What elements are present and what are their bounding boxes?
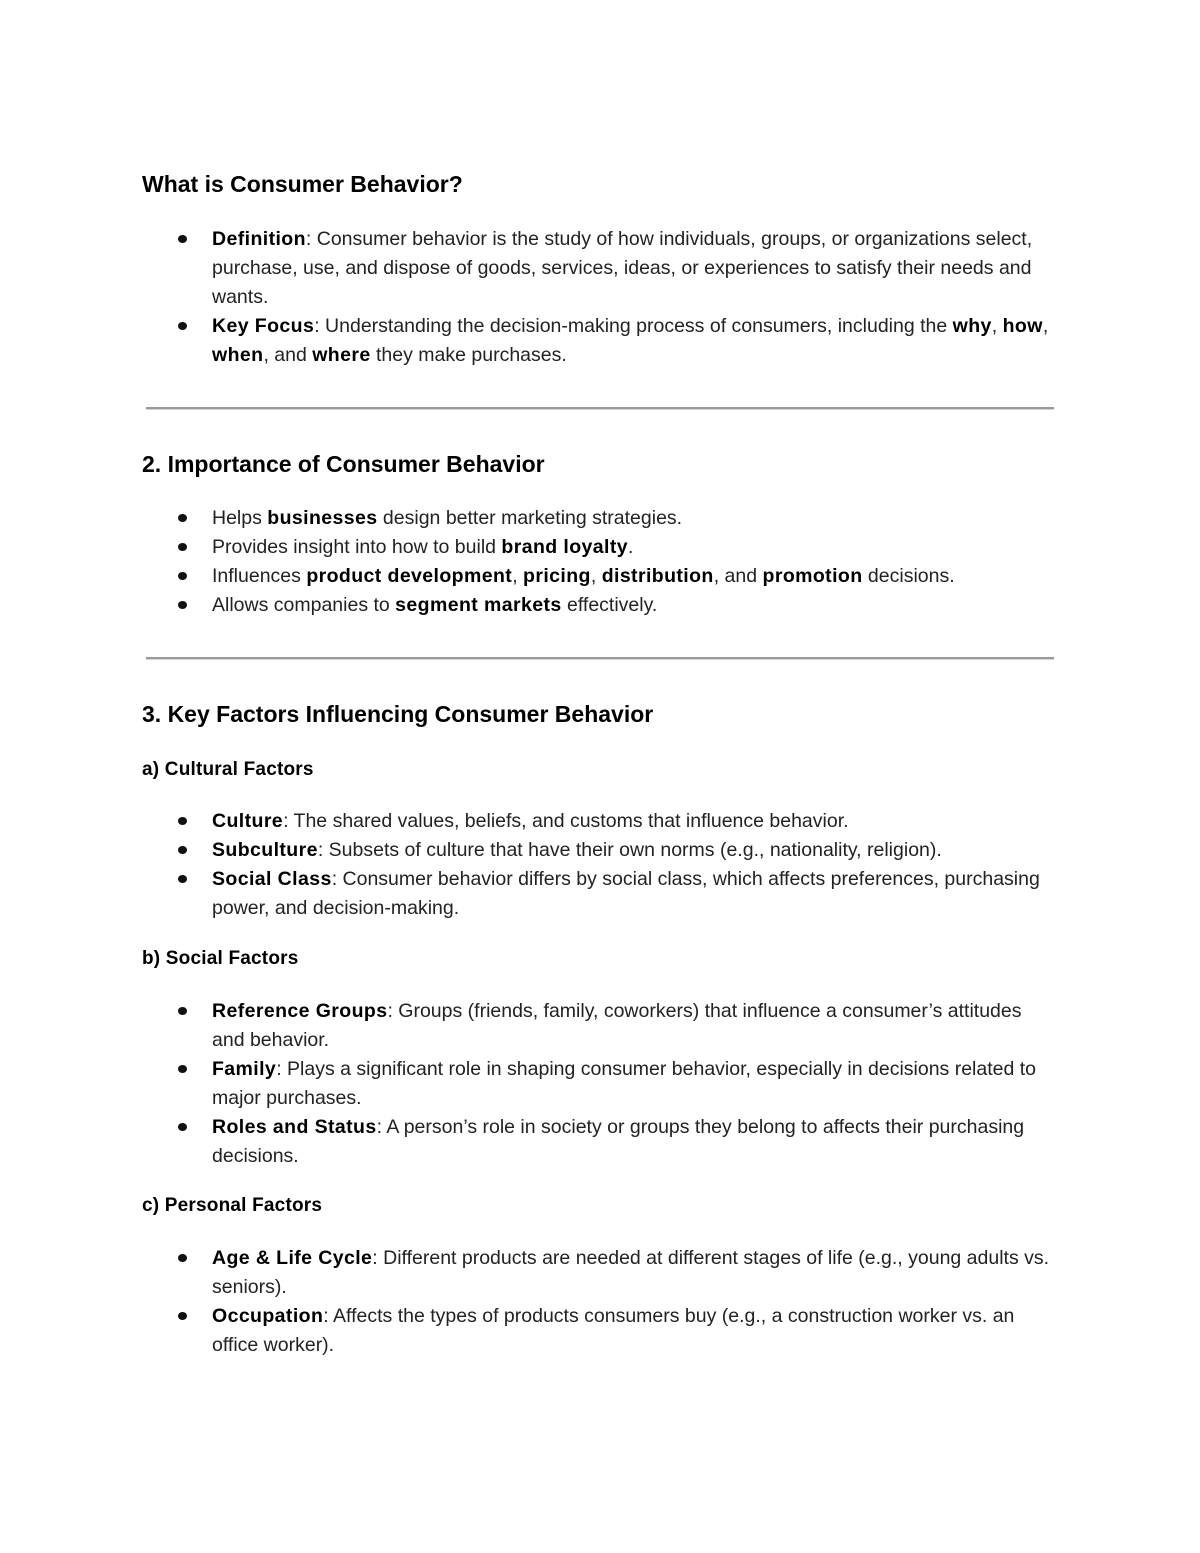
list-item-roles-status xyxy=(0,1113,1052,1171)
bullet-icon xyxy=(178,322,187,330)
list-item-subculture xyxy=(0,836,1052,865)
emphasis-where: where xyxy=(312,344,371,366)
age-life-cycle-text: : Different products are needed at different stages of life (e.g., young adults vs. seniors). xyxy=(212,1247,1050,1298)
bullet-icon xyxy=(178,875,187,883)
text-fragment: . xyxy=(627,536,634,558)
emphasis-businesses: businesses xyxy=(267,507,378,529)
text-fragment: Helps xyxy=(212,507,268,529)
term-subculture: Subculture xyxy=(212,839,318,861)
text-fragment: , xyxy=(1042,315,1049,337)
section-1-list xyxy=(0,225,1052,370)
term-social-class: Social Class xyxy=(212,868,332,890)
term-culture: Culture xyxy=(212,810,284,832)
subsection-personal-title: c) Personal Factors xyxy=(142,1195,323,1216)
section-2-list xyxy=(0,504,1052,620)
emphasis-pricing: pricing xyxy=(523,565,591,587)
family-text: : Plays a significant role in shaping consumer behavior, especially in decisions related to major purchases. xyxy=(212,1058,1037,1109)
cultural-factors-list xyxy=(0,807,1052,923)
term-age-life-cycle: Age & Life Cycle xyxy=(212,1247,373,1269)
bullet-icon xyxy=(178,1007,187,1015)
horizontal-divider xyxy=(146,407,1054,410)
occupation-text: : Affects the types of products consumers buy (e.g., a construction worker vs. an office worker). xyxy=(212,1305,1015,1356)
roles-status-text: : A person’s role in society or groups they belong to affects their purchasing decisions. xyxy=(212,1116,1025,1167)
bullet-icon xyxy=(178,543,187,551)
text-fragment: effectively. xyxy=(561,594,658,616)
horizontal-divider xyxy=(146,657,1054,660)
text-fragment: design better marketing strategies. xyxy=(377,507,683,529)
emphasis-segment-markets: segment markets xyxy=(395,594,562,616)
key-focus-text: : Understanding the decision-making process of consumers, including the xyxy=(314,315,953,337)
list-item-key-focus xyxy=(0,312,1052,370)
subculture-text: : Subsets of culture that have their own norms (e.g., nationality, religion). xyxy=(317,839,942,861)
list-item xyxy=(0,533,1052,562)
emphasis-brand-loyalty: brand loyalty xyxy=(501,536,628,558)
emphasis-distribution: distribution xyxy=(601,565,714,587)
emphasis-how: how xyxy=(1002,315,1043,337)
text-fragment: they make purchases. xyxy=(370,344,567,366)
emphasis-promotion: promotion xyxy=(762,565,863,587)
emphasis-product-development: product development xyxy=(306,565,513,587)
bullet-icon xyxy=(178,846,187,854)
list-item-definition xyxy=(0,225,1052,312)
text-fragment: , xyxy=(512,565,524,587)
bullet-icon xyxy=(178,1312,187,1320)
text-fragment: , and xyxy=(713,565,763,587)
term-occupation: Occupation xyxy=(212,1305,324,1327)
list-item-reference-groups xyxy=(0,997,1052,1055)
term-reference-groups: Reference Groups xyxy=(212,1000,388,1022)
emphasis-why: why xyxy=(952,315,992,337)
list-item xyxy=(0,504,1052,533)
bullet-icon xyxy=(178,514,187,522)
term-key-focus: Key Focus xyxy=(212,315,315,337)
subsection-social-title: b) Social Factors xyxy=(142,948,299,969)
bullet-icon xyxy=(178,1065,187,1073)
text-fragment: Influences xyxy=(212,565,307,587)
list-item-family xyxy=(0,1055,1052,1113)
section-2-title: 2. Importance of Consumer Behavior xyxy=(142,451,545,477)
term-definition: Definition xyxy=(212,228,306,250)
social-factors-list xyxy=(0,997,1052,1171)
subsection-cultural-title: a) Cultural Factors xyxy=(142,759,314,780)
list-item-culture xyxy=(0,807,1052,836)
culture-text: : The shared values, beliefs, and customs that influence behavior. xyxy=(283,810,849,832)
bullet-icon xyxy=(178,817,187,825)
bullet-icon xyxy=(178,235,187,243)
definition-text: : Consumer behavior is the study of how individuals, groups, or organizations select, purchase, use, and dispose of goods, services, ideas, or experiences to satisfy their needs and wants. xyxy=(212,228,1033,308)
text-fragment: , and xyxy=(263,344,313,366)
text-fragment: , xyxy=(590,565,602,587)
section-3-title: 3. Key Factors Influencing Consumer Behavior xyxy=(142,701,654,727)
personal-factors-list xyxy=(0,1244,1052,1360)
list-item-age-life-cycle xyxy=(0,1244,1052,1302)
list-item xyxy=(0,562,1052,591)
term-roles-status: Roles and Status xyxy=(212,1116,377,1138)
list-item xyxy=(0,591,1052,620)
list-item-social-class xyxy=(0,865,1052,923)
bullet-icon xyxy=(178,1254,187,1262)
social-class-text: : Consumer behavior differs by social class, which affects preferences, purchasing power, and decision-making. xyxy=(212,868,1040,919)
text-fragment: Provides insight into how to build xyxy=(212,536,502,558)
reference-groups-text: : Groups (friends, family, coworkers) that influence a consumer’s attitudes and behavior. xyxy=(212,1000,1022,1051)
list-item-occupation xyxy=(0,1302,1052,1360)
bullet-icon xyxy=(178,601,187,609)
section-1-title: What is Consumer Behavior? xyxy=(142,171,463,197)
term-family: Family xyxy=(212,1058,277,1080)
bullet-icon xyxy=(178,1123,187,1131)
emphasis-when: when xyxy=(212,344,264,366)
bullet-icon xyxy=(178,572,187,580)
text-fragment: decisions. xyxy=(862,565,955,587)
text-fragment: Allows companies to xyxy=(212,594,396,616)
text-fragment: , xyxy=(991,315,1003,337)
